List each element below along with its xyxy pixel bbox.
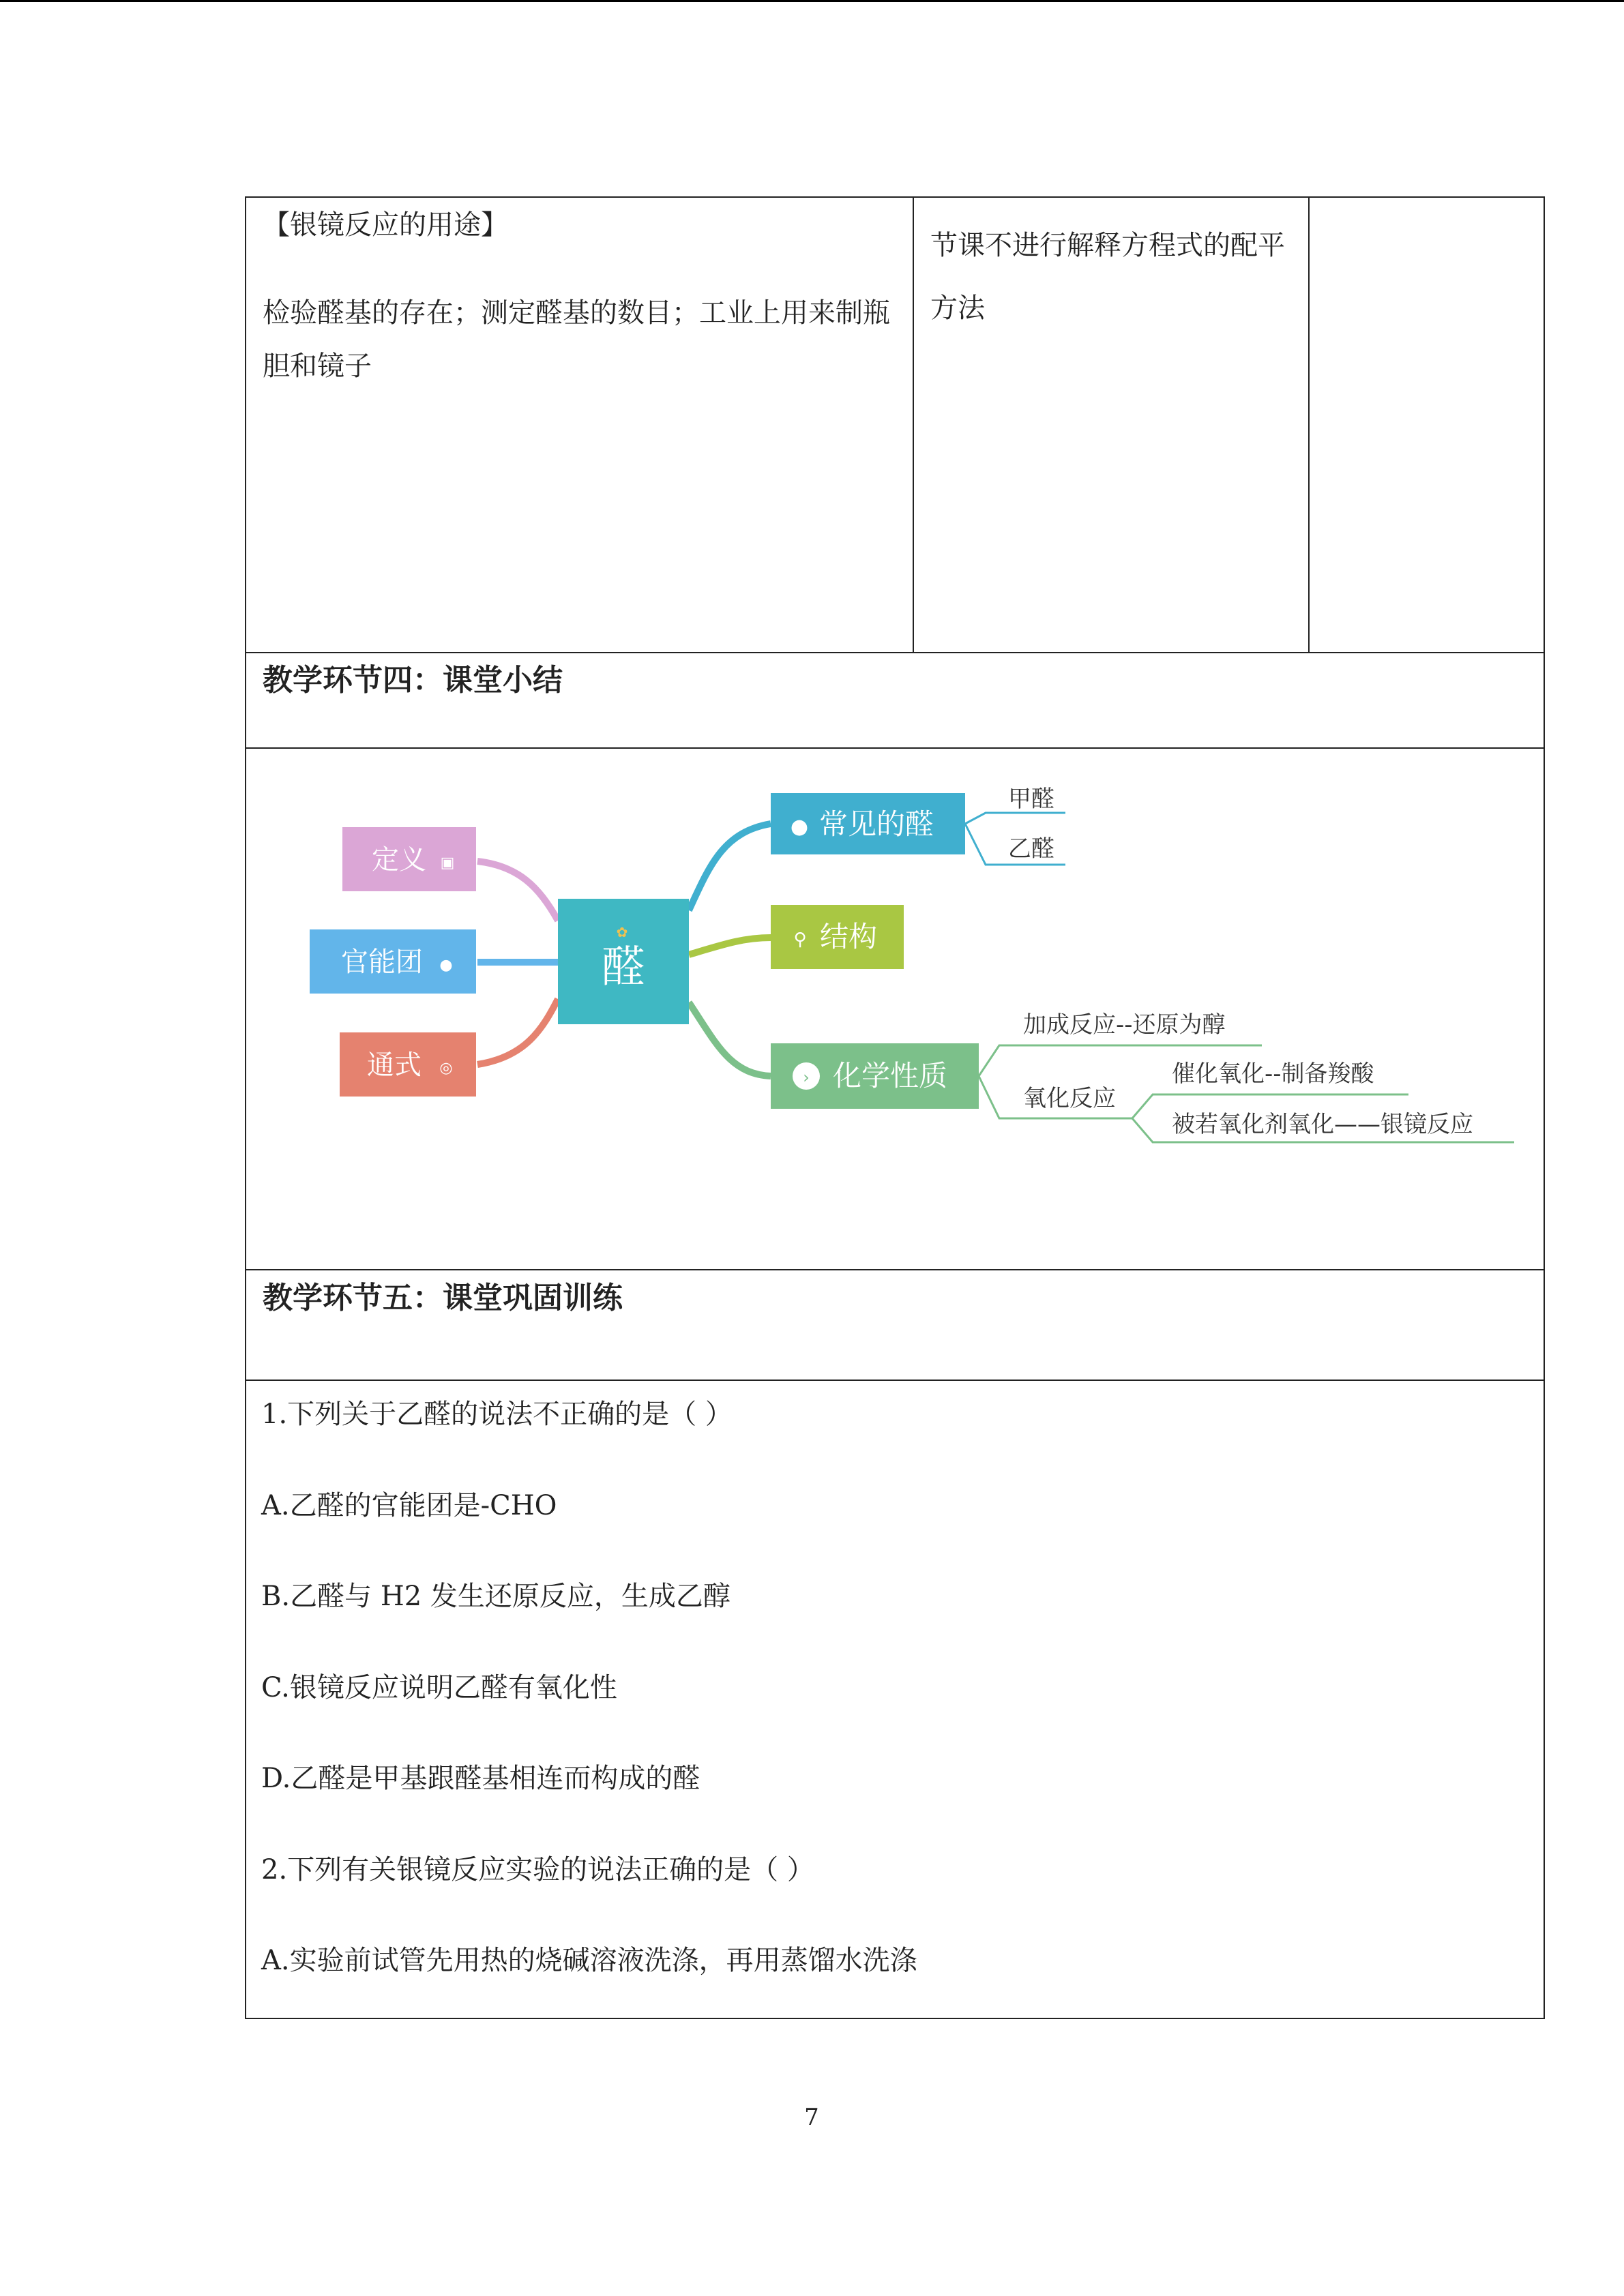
link-definition xyxy=(477,861,558,921)
page-number: 7 xyxy=(804,2104,819,2131)
arrow-glyph: › xyxy=(803,1068,810,1087)
link-common xyxy=(689,824,771,910)
center-label: 醛 xyxy=(602,942,645,993)
node-formula-label: 通式 xyxy=(367,1049,422,1081)
usage-body: 检验醛基的存在；测定醛基的数目；工业上用来制瓶胆和镜子 xyxy=(263,297,890,382)
question-1: 1.下列关于乙醛的说法不正确的是（ ） xyxy=(261,1399,733,1430)
leaf-acetaldehyde: 乙醛 xyxy=(1008,835,1054,863)
option-2a: A.实验前试管先用热的烧碱溶液洗涤，再用蒸馏水洗涤 xyxy=(261,1945,917,1976)
node-functional-group-label: 官能团 xyxy=(341,946,423,978)
leaf-catalytic: 催化氧化--制备羧酸 xyxy=(1172,1060,1374,1088)
center-icon: ✿ xyxy=(616,924,628,940)
option-1c: C.银镜反应说明乙醛有氧化性 xyxy=(261,1672,617,1703)
chat-icon: ● xyxy=(439,957,453,974)
leaf-weak-oxidant: 被若氧化剂氧化——银镜反应 xyxy=(1172,1111,1473,1138)
link-formula xyxy=(477,999,558,1064)
teacher-note: 节课不进行解释方程式的配平方法 xyxy=(930,230,1285,324)
option-1d: D.乙醛是甲基跟醛基相连而构成的醛 xyxy=(261,1763,700,1794)
leaf-formaldehyde: 甲醛 xyxy=(1008,786,1054,813)
node-common-label: 常见的醛 xyxy=(818,807,934,841)
leaf-oxidation: 氧化反应 xyxy=(1023,1085,1116,1112)
target-icon: ◎ xyxy=(439,1060,453,1077)
link-properties xyxy=(689,1002,771,1076)
section-4-title: 教学环节四：课堂小结 xyxy=(263,663,563,698)
note-icon: ▣ xyxy=(440,854,455,871)
section-5-title: 教学环节五：课堂巩固训练 xyxy=(263,1281,623,1315)
search-icon: ⚲ xyxy=(793,929,807,950)
node-properties-label: 化学性质 xyxy=(832,1059,948,1092)
option-1a: A.乙醛的官能团是-CHO xyxy=(261,1490,557,1521)
link-formaldehyde xyxy=(965,813,1065,824)
usage-heading: 【银镜反应的用途】 xyxy=(263,209,508,241)
question-2: 2.下列有关银镜反应实验的说法正确的是（ ） xyxy=(261,1854,814,1885)
leaf-addition: 加成反应--还原为醇 xyxy=(1023,1011,1226,1039)
node-definition-label: 定义 xyxy=(372,844,426,876)
option-1b: B.乙醛与 H2 发生还原反应，生成乙醇 xyxy=(261,1581,730,1612)
link-structure xyxy=(689,938,771,955)
node-structure-label: 结构 xyxy=(819,920,878,953)
pin-icon: ● xyxy=(790,815,809,839)
